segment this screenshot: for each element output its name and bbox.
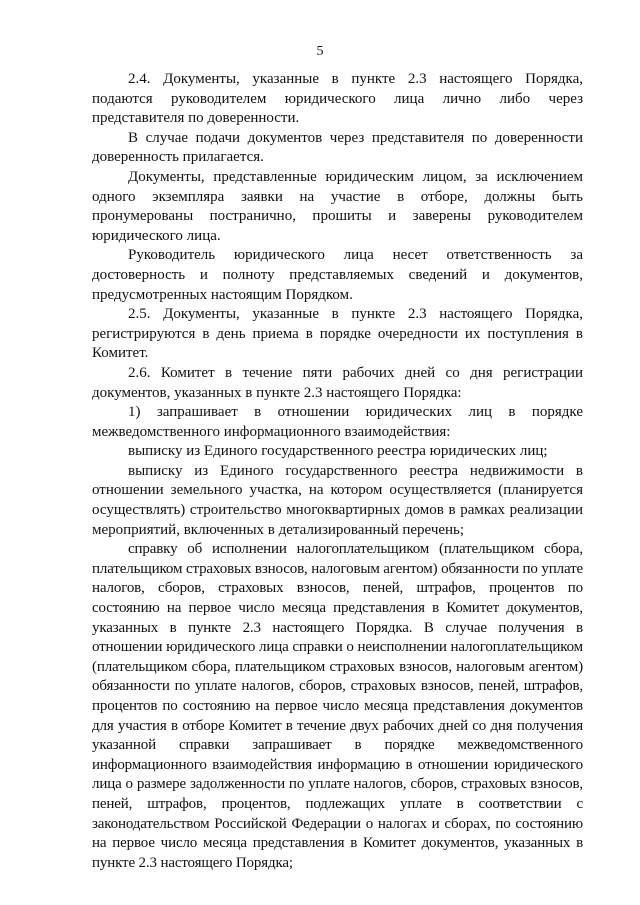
paragraph-tax-certificate: справку об исполнении налогоплательщиком (плательщиком сбора, плательщиком страховых взносов, налоговым агентом) обязанности по уплате налогов, сборов, страховых взносов, пеней, штрафов, процентов по состоянию на первое число месяца представления в Комитет документов, указанных в пункте 2.3 настоящего Порядка. В случае получения в отношении юридического лица справки о неисполнении налогоплательщиком (плательщиком сбора, плательщиком страховых взносов, налоговым агентом) обязанности по уплате налогов, сборов, страховых взносов, пеней, штрафов, процентов по состоянию на первое число месяца представления документов для участия в отборе Комитет в течение двух рабочих дней со дня получения указанной справки запрашивает в порядке межведомственного информационного взаимодействия информацию в отношении юридического лица о размере задолженности по уплате налогов, сборов, страховых взносов, пеней, штрафов, процентов, подлежащих уплате в соответствии с законодательством Российской Федерации о налогах и сборах, по состоянию на первое число месяца представления в Комитет документов, указанных в пункте 2.3 настоящего Порядка; xyxy=(92,541,583,871)
paragraph-2-5: 2.5. Документы, указанные в пункте 2.3 настоящего Порядка, регистрируются в день приема в порядке очередности их поступления в Комитет. xyxy=(92,306,583,362)
paragraph-item-1: 1) запрашивает в отношении юридических лиц в порядке межведомственного информационного взаимодействия: xyxy=(92,404,583,440)
paragraph-documents-numbering: Документы, представленные юридическим лицом, за исключением одного экземпляра заявки на участие в отборе, должны быть пронумерованы постранично, прошиты и заверены руководителем юридического лица. xyxy=(92,168,583,244)
document-body xyxy=(92,70,583,873)
paragraph-representative: В случае подачи документов через представителя по доверенности доверенность прилагается. xyxy=(92,129,583,166)
paragraph-egrul-extract: выписку из Единого государственного реестра юридических лиц; xyxy=(128,443,548,460)
page-number: 5 xyxy=(316,44,324,59)
paragraph-egrn-extract: выписку из Единого государственного реестра недвижимости в отношении земельного участка, на котором осуществляется (планируется осуществлять) строительство многоквартирных домов в рамках реализации мероприятий, включенных в детализированный перечень; xyxy=(92,462,583,538)
paragraph-responsibility: Руководитель юридического лица несет ответственность за достоверность и полноту представляемых сведений и документов, предусмотренных настоящим Порядком. xyxy=(92,247,583,303)
paragraph-2-4: 2.4. Документы, указанные в пункте 2.3 настоящего Порядка, подаются руководителем юридического лица лично либо через представителя по доверенности. xyxy=(92,71,583,127)
paragraph-2-6: 2.6. Комитет в течение пяти рабочих дней со дня регистрации документов, указанных в пункте 2.3 настоящего Порядка: xyxy=(92,364,583,401)
